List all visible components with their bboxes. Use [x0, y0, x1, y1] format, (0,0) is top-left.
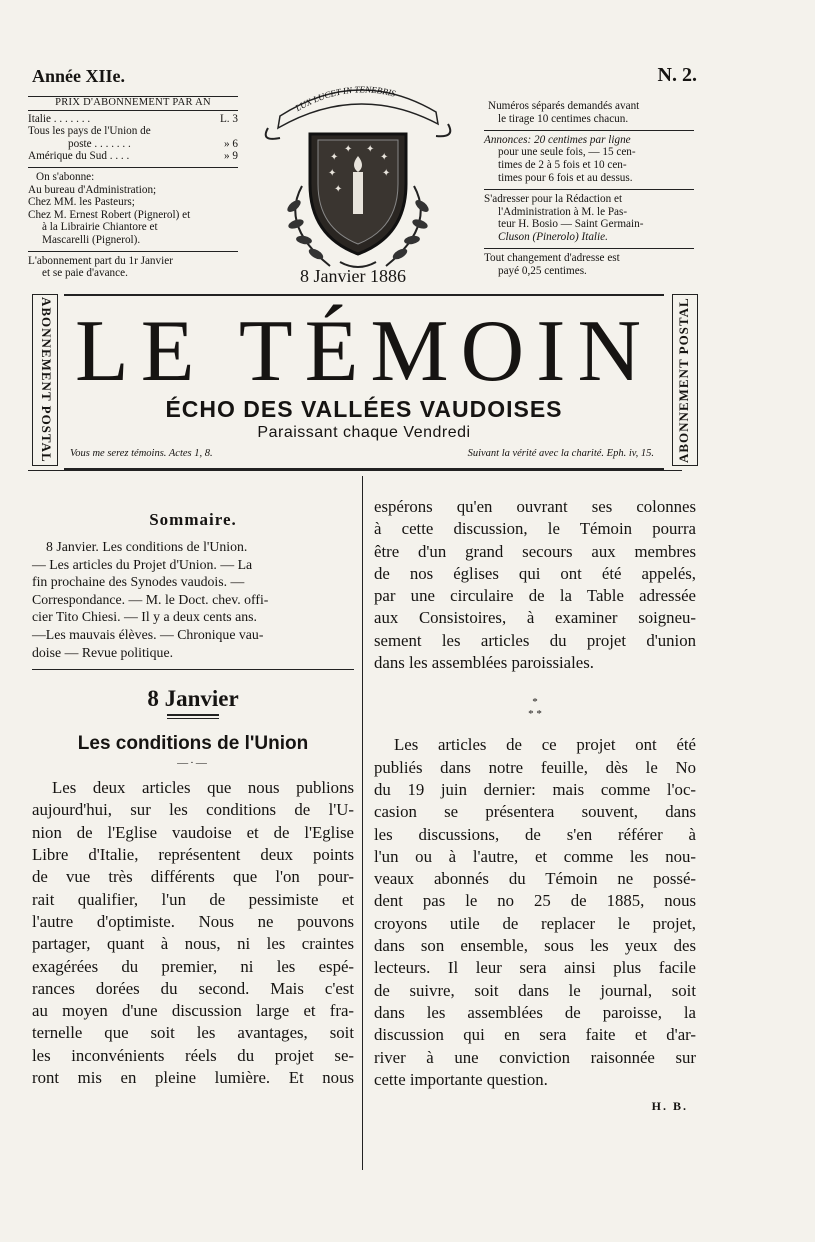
price-value: » 9 — [224, 150, 238, 163]
masthead — [64, 294, 664, 470]
where-line: Chez MM. les Pasteurs; — [28, 196, 135, 209]
article-line: river à une conviction raisonnée sur — [374, 1047, 696, 1067]
notices-box — [484, 100, 694, 278]
article-line: dans les assemblées paroissiales. — [374, 653, 594, 673]
article-line: lecteurs. Il leur sera ainsi plus facile — [374, 958, 696, 978]
article-line: publiés dans notre feuille, dès le No — [374, 757, 696, 777]
section-stars: * * * — [528, 696, 542, 721]
price-label: Tous les pays de l'Union de — [28, 125, 151, 138]
price-row — [28, 125, 238, 138]
sommaire-line: — Les articles du Projet d'Union. — La — [32, 556, 253, 572]
subscription-box — [28, 96, 238, 280]
ads-line: Annonces: 20 centimes par ligne — [484, 133, 631, 146]
article-line: rances dorées du second. Mais c'est — [32, 978, 354, 998]
where-line: On s'abonne: — [36, 170, 95, 183]
crest-emblem — [250, 76, 466, 276]
price-row — [28, 150, 238, 163]
price-label: Italie . . . . . . . — [28, 112, 91, 125]
article-line: rait qualifier, l'un de pessimiste et — [32, 889, 354, 909]
article-line: au moyen d'une discussion large et fra- — [32, 1001, 354, 1021]
where-line: Mascarelli (Pignerol). — [42, 233, 141, 246]
column-right — [374, 496, 696, 1114]
svg-text:✦: ✦ — [328, 168, 337, 179]
article-line: Les articles de ce projet ont été — [394, 735, 696, 755]
article-line: veaux abonnés du Témoin ne possé- — [374, 869, 696, 889]
issue-number: N. 2. — [657, 64, 697, 86]
publication-frequency: Paraissant chaque Vendredi — [257, 424, 471, 441]
author-signature: H. B. — [651, 1099, 688, 1114]
article-line: de vue très différents que l'on pour- — [32, 867, 354, 887]
subscription-note: L'abonnement part du 1r Janvier — [28, 254, 173, 267]
article-line: sement les articles du projet d'union — [374, 630, 696, 650]
contact-line: S'adresser pour la Rédaction et — [484, 192, 623, 205]
svg-text:✦: ✦ — [334, 184, 343, 195]
contact-line: l'Administration à M. le Pas- — [498, 205, 628, 218]
ads-line: times de 2 à 5 fois et 10 cen- — [498, 159, 627, 172]
where-line: Chez M. Ernest Robert (Pignerol) et — [28, 208, 191, 221]
section-ornament — [167, 714, 219, 719]
article-line: aujourd'hui, sur les conditions de l'U- — [32, 800, 354, 820]
column-left — [32, 486, 354, 1089]
sommaire-title: Sommaire. — [149, 510, 237, 529]
price-value: L. 3 — [219, 112, 238, 125]
contact-line: teur H. Bosio — Saint Germain- — [498, 218, 644, 231]
notice-line: le tirage 10 centimes chacun. — [498, 112, 629, 125]
sommaire-line: fin prochaine des Synodes vaudois. — — [32, 574, 245, 590]
price-row — [28, 113, 238, 126]
article-line: cette importante question. — [374, 1069, 548, 1089]
article-line: de suivre, soit dans le journal, soit — [374, 980, 696, 1000]
ads-line: times pour 6 fois et au dessus. — [498, 171, 633, 184]
sommaire-line: 8 Janvier. Les conditions de l'Union. — [46, 539, 248, 554]
article-line: ront mis en pleine lumière. Et nous — [32, 1068, 354, 1088]
sommaire-line: doise — Revue politique. — [32, 644, 174, 660]
subscription-heading: PRIX D'ABONNEMENT PAR AN — [28, 96, 238, 111]
sommaire-divider — [32, 669, 354, 670]
article-line: les discussions, de s'en référer à — [374, 824, 696, 844]
sommaire-line: —Les mauvais élèves. — Chronique vau- — [32, 626, 264, 642]
svg-text:✦: ✦ — [380, 152, 389, 163]
article-line: l'un ou à l'autre, et comme les nou- — [374, 846, 696, 866]
side-label-right: ABONNEMENT POSTAL — [672, 294, 698, 466]
article-body-right-2 — [374, 734, 696, 1091]
issue-date: 8 Janvier 1886 — [300, 266, 406, 286]
article-line: croyons utile de replacer le projet, — [374, 913, 696, 933]
address-change-line: Tout changement d'adresse est — [484, 251, 620, 264]
where-line: Au bureau d'Administration; — [28, 183, 157, 196]
newspaper-title: LE TÉMOIN — [74, 303, 654, 400]
article-line: à cette discussion, le Témoin pourra — [374, 519, 696, 539]
motto-left: Vous me serez témoins. Actes 1, 8. — [70, 448, 213, 459]
article-line: dans son ensemble, sous les yeux des — [374, 936, 696, 956]
column-divider — [362, 476, 363, 1170]
notice-line: Numéros séparés demandés avant — [488, 100, 640, 112]
article-headline: Les conditions de l'Union — [77, 733, 309, 755]
address-change-line: payé 0,25 centimes. — [498, 264, 587, 277]
price-value: » 6 — [224, 137, 238, 150]
ads-line: pour une seule fois, — 15 cen- — [498, 146, 636, 159]
svg-text:✦: ✦ — [344, 144, 353, 155]
subscription-note: et se paie d'avance. — [42, 267, 128, 280]
price-label: poste . . . . . . . — [68, 137, 131, 150]
crest-motto: LUX LUCET IN TENEBRIS — [293, 84, 397, 114]
header-divider — [28, 470, 682, 471]
sommaire-list — [32, 538, 354, 661]
article-body-left — [32, 777, 354, 1089]
newspaper-subtitle: ÉCHO DES VALLÉES VAUDOISES — [165, 396, 563, 422]
price-row — [28, 138, 238, 151]
article-line: partager, quant à nous, ni les craintes — [32, 934, 354, 954]
sommaire-line: cier Tito Chiesi. — Il y a deux cents ans. — [32, 609, 257, 625]
article-line: dans les assemblées de paroisse, la — [374, 1002, 696, 1022]
section-title: 8 Janvier — [147, 686, 239, 712]
article-line: nion de l'Eglise vaudoise et de l'Eglise — [32, 822, 354, 842]
price-label: Amérique du Sud . . . . — [28, 150, 130, 163]
svg-text:✦: ✦ — [366, 144, 375, 155]
svg-text:✦: ✦ — [382, 168, 391, 179]
article-line: Les deux articles que nous publions — [52, 778, 354, 798]
contact-line: Cluson (Pinerolo) Italie. — [498, 231, 608, 244]
side-label-left: ABONNEMENT POSTAL — [32, 294, 58, 466]
article-line: l'autre d'optimiste. Nous ne pouvons — [32, 911, 354, 931]
headline-ornament: —·— — [177, 757, 209, 770]
article-body-right-1 — [374, 496, 696, 674]
article-line: les inconvénients réels du projet se- — [32, 1045, 354, 1065]
article-line: du 19 juin dernier: mais comme l'oc- — [374, 779, 696, 799]
year-label: Année XIIe. — [32, 66, 125, 86]
article-line: casion se présentera souvent, dans — [374, 802, 696, 822]
motto-right: Suivant la vérité avec la charité. Eph. iv, 15. — [467, 448, 654, 459]
article-line: aux Consistoires, à examiner soigneu- — [374, 608, 696, 628]
where-line: à la Librairie Chiantore et — [42, 221, 158, 234]
article-line: discussion qui en sera faite et d'ar- — [374, 1025, 696, 1045]
article-line: espérons qu'en ouvrant ses colonnes — [374, 497, 696, 516]
svg-text:✦: ✦ — [330, 152, 339, 163]
article-line: exagérées du premier, ni les espé- — [32, 956, 354, 976]
article-line: par une circulaire de la Table adressée — [374, 586, 696, 606]
article-line: ternelle que soit les avantages, soit — [32, 1023, 354, 1043]
article-line: dent pas le no 25 de 1885, nous — [374, 891, 696, 911]
article-line: de nos églises qui ont été appelés, — [374, 563, 696, 583]
sommaire-line: Correspondance. — M. le Doct. chev. offi- — [32, 591, 269, 607]
article-line: être d'un grand secours aux membres — [374, 541, 696, 561]
article-line: Libre d'Italie, représentent deux points — [32, 845, 354, 865]
